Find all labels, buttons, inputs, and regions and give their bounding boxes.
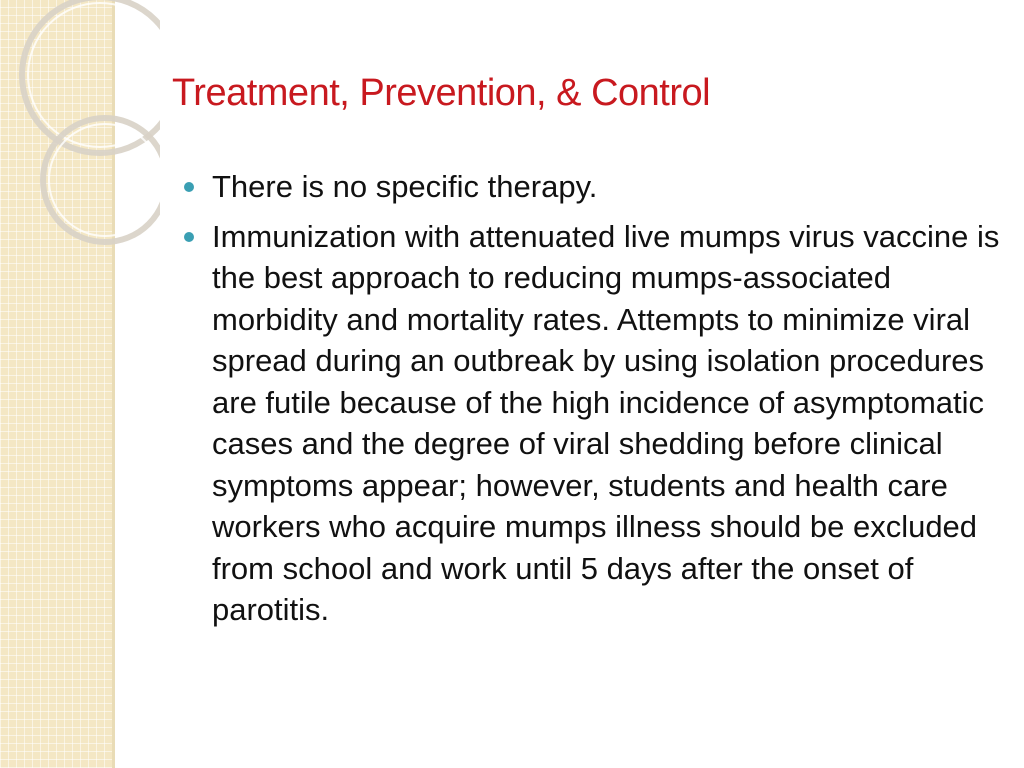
bullet-item (212, 216, 1002, 631)
bullet-list (212, 166, 1002, 639)
bullet-item (212, 166, 1002, 208)
slide-title: Treatment, Prevention, & Control (172, 72, 711, 114)
decorative-rings (0, 0, 160, 260)
bullet-text: There is no specific therapy. (212, 169, 598, 204)
bullet-dot-icon (184, 182, 194, 192)
bullet-dot-icon (184, 232, 194, 242)
bullet-text: Immunization with attenuated live mumps virus vaccine is the best approach to reducing mumps-associated morbidity and mortality rates. Attempts to minimize viral spread during an outbreak by using isolation procedures are futile because of the high incidence of asymptomatic cases and the degree of viral shedding before clinical symptoms appear; however, students and health care workers who acquire mumps illness should be excluded from school and work until 5 days after the onset of parotitis. (212, 218, 1000, 627)
